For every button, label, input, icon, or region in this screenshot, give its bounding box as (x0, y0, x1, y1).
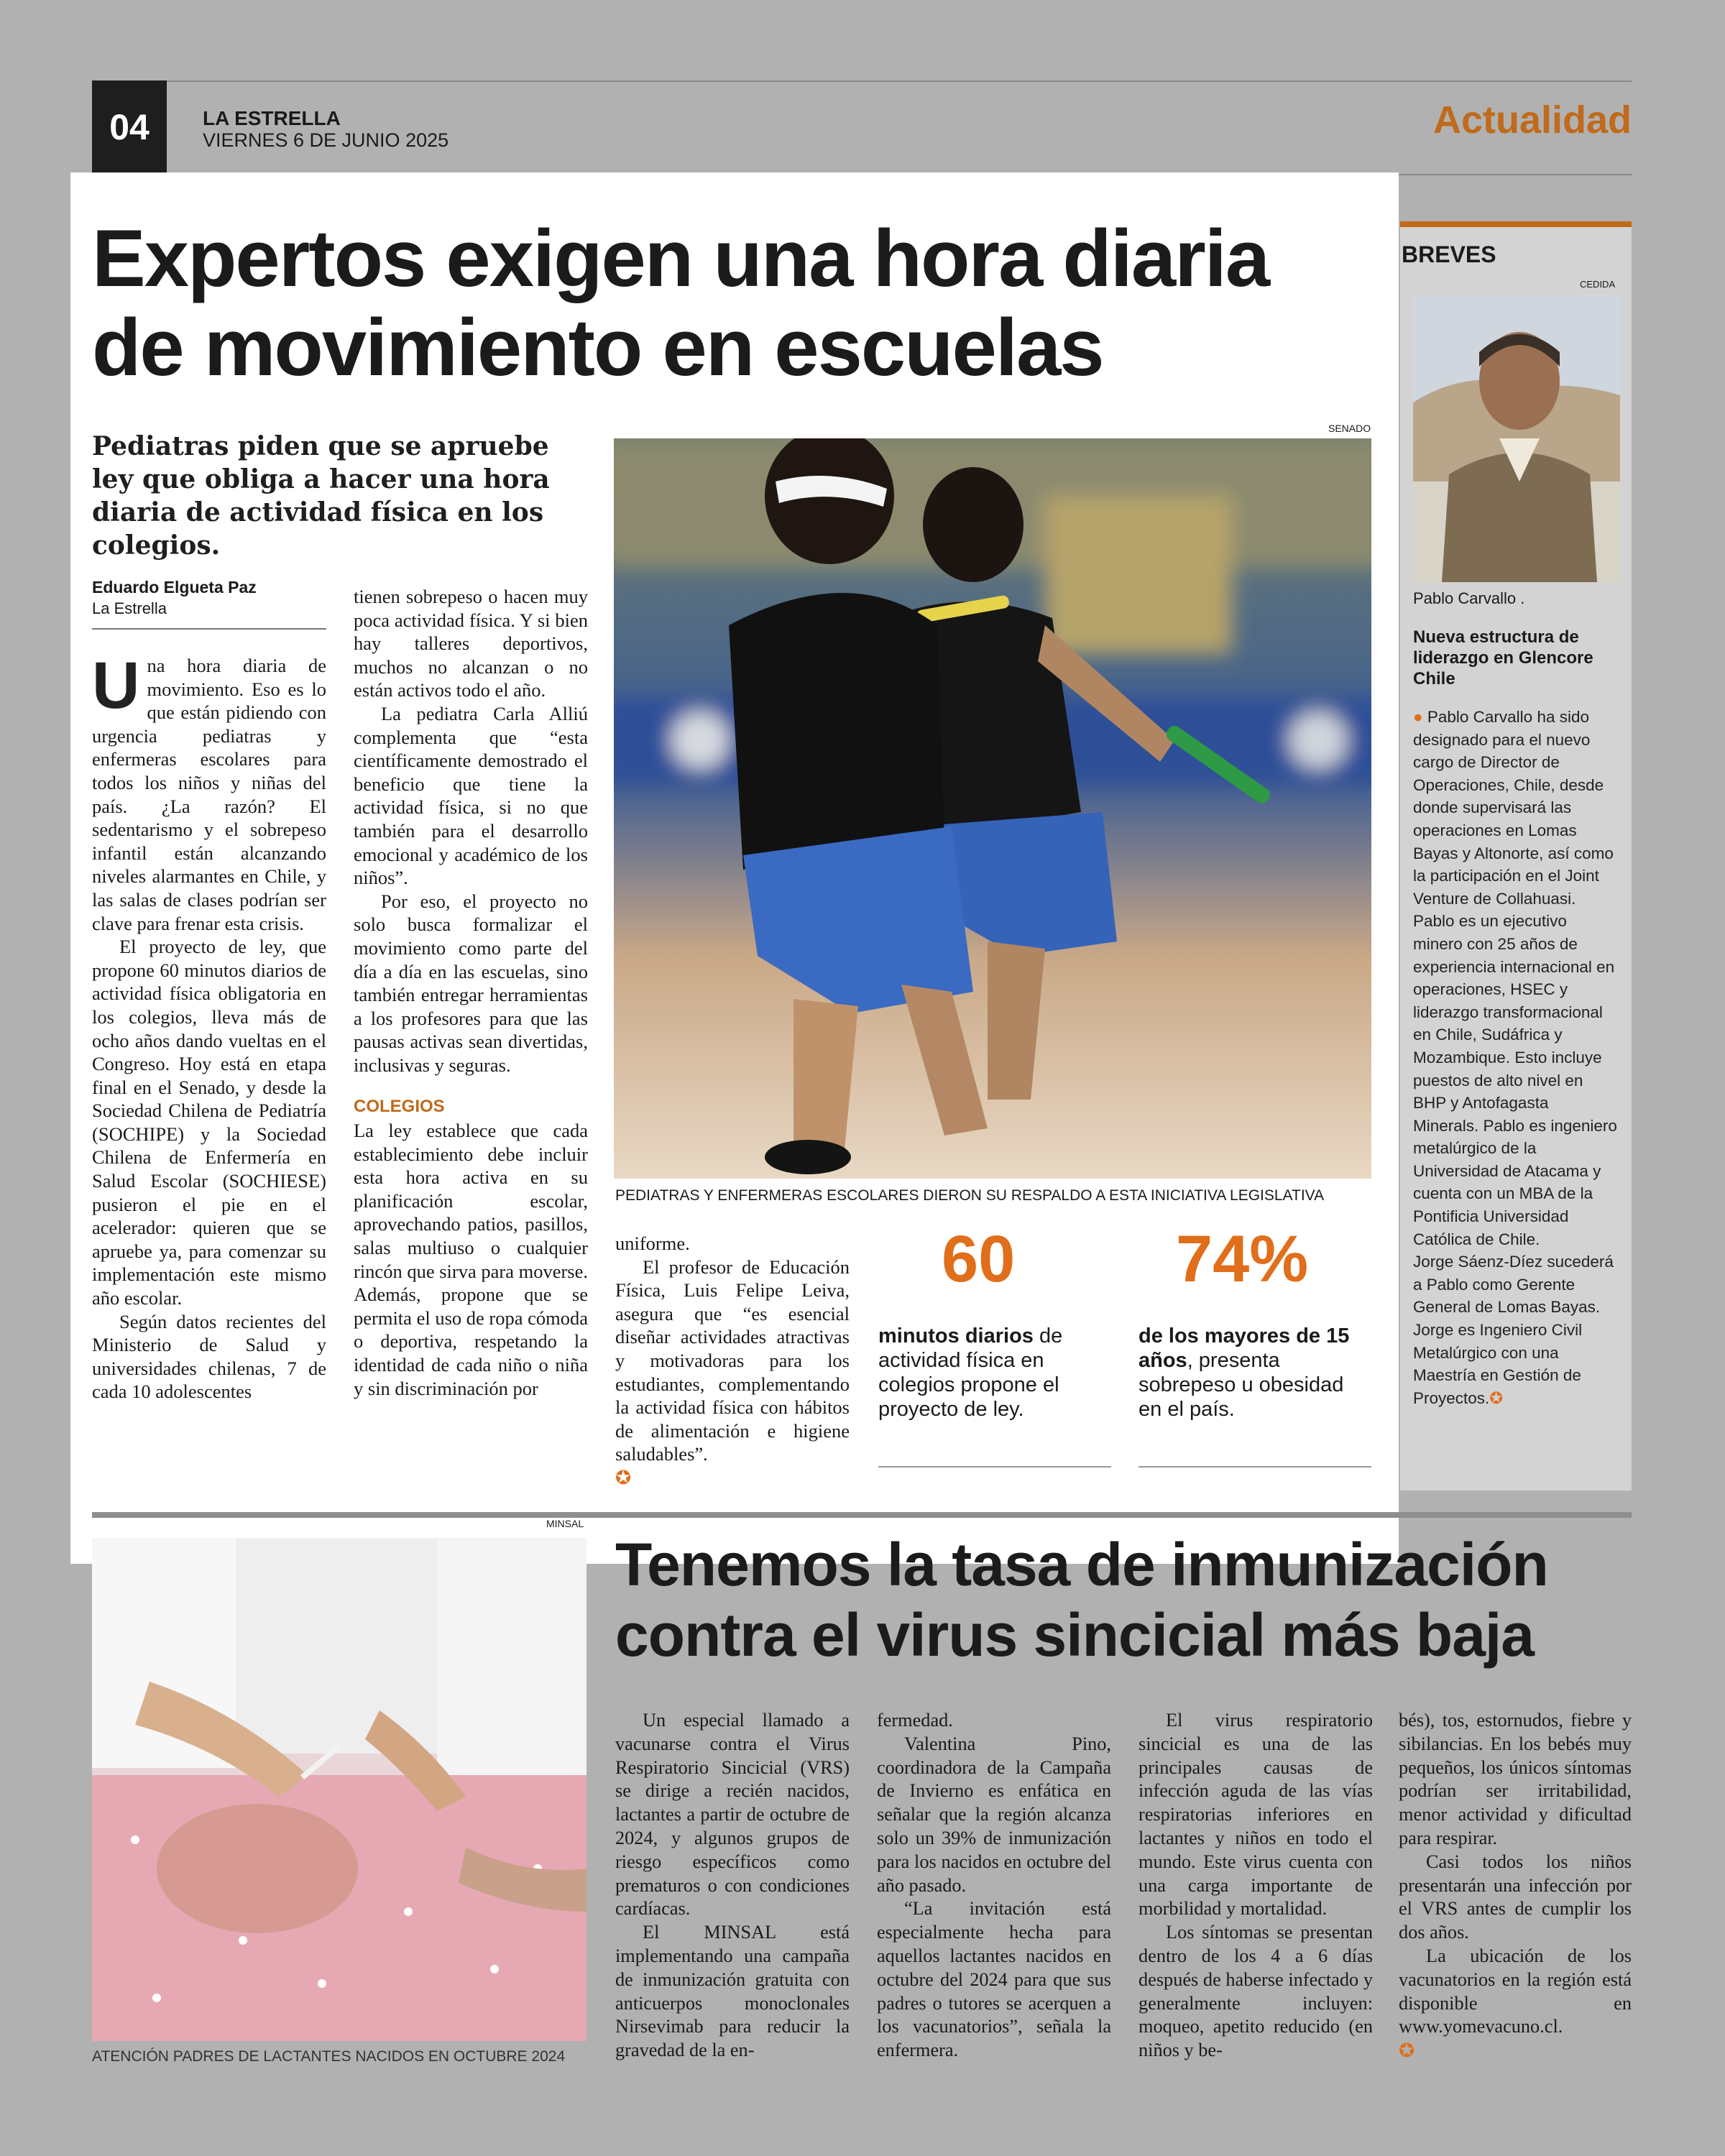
paragraph: bés), tos, estornudos, fiebre y sibilancias. En los bebés muy pequeños, los únicos síntomas podrían ser irritabilidad, menor actividad y dificultad para respirar. (1399, 1710, 1632, 1848)
bottom-column-1 (615, 1709, 850, 2063)
paragraph: “La invitación está especialmente hecha para aquellos lactantes nacidos en octubre del 2024 para que sus padres o tutores se acerquen a los vacunatorios”, señala la enfermera. (877, 1898, 1111, 2061)
stat-text: , presenta sobrepeso u obesidad en el país. (1138, 1349, 1344, 1421)
header-top-rule (167, 80, 1632, 82)
paragraph: La ley establece que cada establecimiento debe incluir esta hora activa en su planificación escolar, aprovechando patios, pasillos, salas multiuso o cualquier rincón que sirva para moverse. Además, propone que se permita el uso de ropa cómoda o deportiva, respetando la identidad de cada niño o niña y sin discriminación por (354, 1120, 588, 1399)
stat-rule (1138, 1466, 1371, 1468)
sidebar-photo-credit: CEDIDA (1580, 279, 1616, 290)
sidebar-paragraph: Pablo Carvallo ha sido designado para el nuevo cargo de Director de Operaciones, Chile, desde donde supervisará las operaciones en Lomas Bayas y Altonorte, así como la participación en el Joint Venture de Collahuasi. Pablo es un ejecutivo minero con 25 años de experiencia internacional en operaciones, HSEC y liderazgo transformacional en Chile, Sudáfrica y Mozambique. Esto incluye puestos de alto nivel en BHP y Antofagasta Minerals. Pablo es ingeniero metalúrgico de la Universidad de Atacama y cuenta con un MBA de la Pontificia Universidad Católica de Chile. (1413, 708, 1617, 1248)
paragraph: La ubicación de los vacunatorios en la región está disponible en www.yomevacuno.cl. (1399, 1945, 1632, 2037)
publication-name: LA ESTRELLA (203, 107, 341, 129)
bottom-column-2 (877, 1709, 1111, 2063)
paragraph: tienen sobrepeso o hacen muy poca actividad física. Y si bien hay talleres deportivos, muchos no alcanzan o no están activos todo el año. (354, 586, 588, 701)
bottom-column-4 (1399, 1709, 1632, 2063)
bottom-headline: Tenemos la tasa de inmunización contra el virus sincicial más baja (615, 1531, 1548, 1669)
bullet-icon: ● (1413, 708, 1423, 726)
bottom-column-3 (1138, 1709, 1373, 2063)
paragraph: Casi todos los niños presentarán una infección por el VRS antes de cumplir los dos años. (1399, 1851, 1632, 1943)
main-column-3 (615, 1232, 850, 1490)
page-number: 04 (92, 80, 167, 174)
main-headline: Expertos exigen una hora diaria de movimiento en escuelas (92, 213, 1269, 392)
section-name: Actualidad (1432, 98, 1632, 142)
stat-bold-text: minutos diarios (878, 1325, 1034, 1348)
author-org: La Estrella (92, 599, 167, 617)
publication-date: VIERNES 6 DE JUNIO 2025 (203, 129, 449, 151)
paragraph: Por eso, el proyecto no solo busca formalizar el movimiento como parte del día a día en las escuelas, sino también entregar herramientas a los profesores para que las pausas activas sean divertidas, inclusivas y seguras. (354, 890, 588, 1076)
section-divider (92, 1512, 1632, 1518)
stat-number: 74% (1176, 1222, 1309, 1296)
sidebar-headline: Nueva estructura de liderazgo en Glencore Chile (1413, 627, 1593, 688)
stat-rule (878, 1466, 1111, 1468)
paragraph: uniforme. (615, 1233, 690, 1254)
sidebar-accent-rule (1400, 221, 1632, 227)
main-column-2 (354, 585, 588, 1400)
stat-description (878, 1324, 1110, 1422)
paragraph: Un especial llamado a vacunarse contra el Virus Respiratorio Sincicial (VRS) se dirige a recién nacidos, lactantes a partir de octubre de 2024, y algunos grupos de riesgo específicos como prematuros o con condiciones cardíacas. (615, 1710, 850, 1920)
stat-text: de actividad física en colegios propone el proyecto de ley. (878, 1325, 1063, 1421)
infant-vaccination-photo (92, 1538, 586, 2041)
paragraph: na hora diaria de movimiento. Eso es lo que están pidiendo con urgencia pediatras y enfermeras escolares para todos los niños y niñas del país. ¿La razón? El sedentarismo y el sobrepeso infantil están alcanzando niveles alarmantes en Chile, y las salas de clases podrían ser clave para frenar esta crisis. (92, 655, 326, 934)
bottom-photo-caption: ATENCIÓN PADRES DE LACTANTES NACIDOS EN OCTUBRE 2024 (92, 2048, 566, 2065)
paragraph: Valentina Pino, coordinadora de la Campaña de Invierno es enfática en señalar que la región alcanza solo un 39% de inmunización para los nacidos en octubre del año pasado. (877, 1733, 1111, 1896)
paragraph: La pediatra Carla Alliú complementa que “esta científicamente demostrado el beneficio que tiene la actividad física, si no que también para el desarrollo emocional y académico de los niños”. (354, 702, 588, 889)
paragraph: fermedad. (877, 1710, 953, 1731)
end-mark-icon: ✪ (615, 1466, 632, 1488)
author-name: Eduardo Elgueta Paz (92, 578, 257, 596)
sidebar-paragraph: Jorge Sáenz-Díez sucederá a Pablo como Gerente General de Lomas Bayas. Jorge es Ingeniero Civil Metalúrgico con una Maestría en Gestión de Proyectos. (1413, 1253, 1614, 1407)
byline-rule (92, 628, 326, 630)
relay-race-photo (614, 438, 1371, 1179)
subhead-colegios: COLEGIOS (354, 1097, 445, 1117)
stat-bold-text: de los mayores de 15 años (1138, 1325, 1350, 1372)
paragraph: Según datos recientes del Ministerio de Salud y universidades chilenas, 7 de cada 10 adolescentes (92, 1310, 326, 1403)
bottom-photo-credit: MINSAL (546, 1518, 584, 1529)
sidebar-title: BREVES (1402, 241, 1496, 267)
stat-number: 60 (942, 1222, 1016, 1296)
portrait-caption: Pablo Carvallo . (1413, 589, 1525, 607)
drop-cap: U (92, 649, 140, 722)
main-deck: Pediatras piden que se apruebe ley que obliga a hacer una hora diaria de actividad física en los colegios. (92, 431, 550, 561)
paragraph: El proyecto de ley, que propone 60 minutos diarios de actividad física obligatoria en los colegios, lleva más de ocho años dando vueltas en el Congreso. Hoy está en etapa final en el Senado, y desde la Sociedad Chilena de Pediatría (SOCHIPE) y la Sociedad Chilena de Enfermería en Salud Escolar (SOCHIESE) pusieron el pie en el acelerador: quieren que se apruebe ya, para comenzar su implementación este mismo año escolar. (92, 936, 326, 1309)
paragraph: Los síntomas se presentan dentro de los 4 a 6 días después de haberse infectado y generalmente incluyen: moqueo, apetito reducido (en niños y be- (1138, 1922, 1373, 2061)
photo-credit: SENADO (1328, 423, 1371, 434)
end-mark-icon: ✪ (1399, 2040, 1415, 2062)
main-column-1 (92, 649, 326, 1404)
portrait-photo (1413, 295, 1620, 582)
paragraph: El virus respiratorio sincicial es una de las principales causas de infección aguda de las vías respiratorias inferiores en lactantes y niños en todo el mundo. Este virus cuenta con una carga importante de morbilidad y mortalidad. (1138, 1710, 1373, 1920)
photo-caption: PEDIATRAS Y ENFERMERAS ESCOLARES DIERON SU RESPALDO A ESTA INICIATIVA LEGISLATIVA (615, 1187, 1325, 1204)
sidebar-body (1413, 706, 1617, 1409)
paragraph: El MINSAL está implementando una campaña de inmunización gratuita con anticuerpos monoclonales Nirsevimab para reducir la gravedad de la en- (615, 1922, 850, 2061)
stat-description (1138, 1324, 1370, 1422)
paragraph: El profesor de Educación Física, Luis Felipe Leiva, asegura que “es esencial diseñar actividades atractivas y motivadoras para los estudiantes, complementando la actividad física con hábitos de alimentación e higiene saludables”. (615, 1256, 850, 1465)
end-mark-icon: ✪ (1489, 1388, 1504, 1407)
